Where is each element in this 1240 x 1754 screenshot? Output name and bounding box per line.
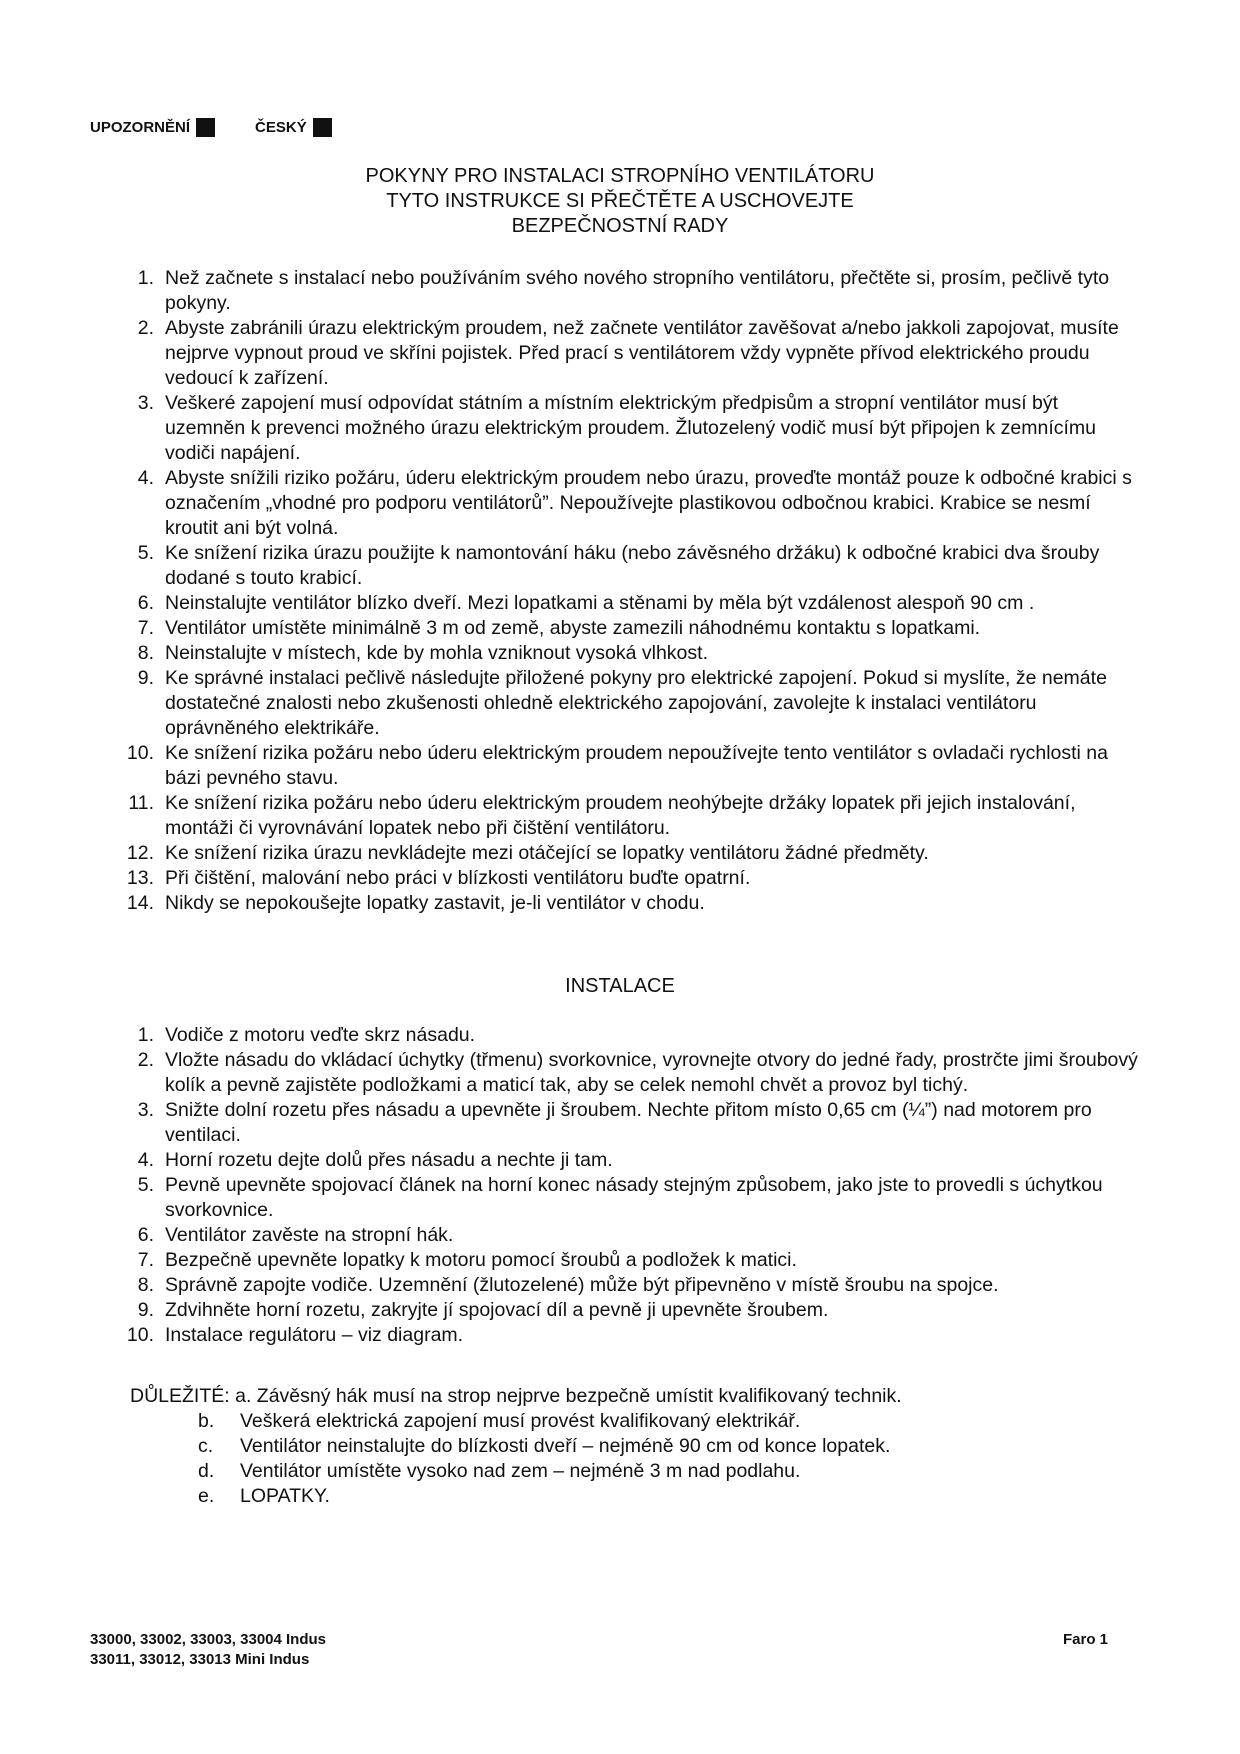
list-item: 4. Horní rozetu dejte dolů přes násadu a nechte ji tam. [137, 1149, 613, 1171]
list-item: 5. Ke snížení rizika úrazu použijte k namontování háku (nebo závěsného držáku) k odbočné krabici dva šrouby dodané s touto krabicí. [137, 542, 1100, 589]
list-item: 13. Při čištění, malování nebo práci v blízkosti ventilátoru buďte opatrní. [126, 867, 751, 889]
list-item: 3. Veškeré zapojení musí odpovídat státním a místním elektrickým předpisům a stropní ventilátor musí být uzemněn k prevenci možného úrazu elektrickým proudem. Žlutozelený vodič musí být připojen k zemnícímu vodiči napájení. [137, 392, 1096, 464]
installation-list [120, 1023, 1140, 1348]
list-item: 4. Abyste snížili riziko požáru, úderu elektrickým proudem nebo úrazu, proveďte montáž pouze k odbočné krabici s označením „vhodné pro podporu ventilátorů”. Nepoužívejte plastikovou odbočnou krabici. Krabice se nesmí kroutit ani být volná. [137, 467, 1132, 539]
important-item: e. LOPATKY. [198, 1485, 330, 1507]
list-item: 2. Abyste zabránili úrazu elektrickým proudem, než začnete ventilátor zavěšovat a/nebo jakkoli zapojovat, musíte nejprve vypnout proud ve skříni pojistek. Před prací s ventilátorem vždy vypněte přívod elektrického proudu vedoucí k zařízení. [137, 317, 1119, 389]
subtitle: TYTO INSTRUKCE SI PŘEČTĚTE A USCHOVEJTE [386, 190, 854, 212]
list-item: 9. Zdvihněte horní rozetu, zakryjte jí spojovací díl a pevně ji upevněte šroubem. [137, 1299, 829, 1321]
list-item: 2. Vložte násadu do vkládací úchytky (třmenu) svorkovnice, vyrovnejte otvory do jedné řady, prostrčte jimi šroubový kolík a pevně zajistěte podložkami a maticí tak, aby se celek nemohl chvět a provoz byl tichý. [137, 1049, 1138, 1096]
list-item: 5. Pevně upevněte spojovací článek na horní konec násady stejným způsobem, jako jste to provedli s úchytkou svorkovnice. [137, 1174, 1103, 1221]
page-number: Faro 1 [1063, 1631, 1109, 1648]
square-mark-icon [196, 118, 215, 137]
important-item: c. Ventilátor neinstalujte do blízkosti dveří – nejméně 90 cm od konce lopatek. [198, 1435, 891, 1457]
list-item: 10. Instalace regulátoru – viz diagram. [126, 1324, 464, 1346]
footer-models [90, 1630, 326, 1670]
list-item: 1. Než začnete s instalací nebo používáním svého nového stropního ventilátoru, přečtěte si, prosím, pečlivě tyto pokyny. [137, 267, 1110, 314]
warning-label: UPOZORNĚNÍ [90, 119, 191, 136]
list-item: 1. Vodiče z motoru veďte skrz násadu. [137, 1024, 476, 1046]
list-item: 7. Bezpečně upevněte lopatky k motoru pomocí šroubů a podložek k matici. [137, 1249, 797, 1271]
list-item: 12. Ke snížení rizika úrazu nevkládejte mezi otáčející se lopatky ventilátoru žádné předměty. [126, 842, 929, 864]
main-title: POKYNY PRO INSTALACI STROPNÍHO VENTILÁTORU [365, 165, 875, 187]
list-item: 14. Nikdy se nepokoušejte lopatky zastavit, je-li ventilátor v chodu. [126, 892, 705, 914]
square-mark-icon [313, 118, 332, 137]
list-item: 7. Ventilátor umístěte minimálně 3 m od země, abyste zamezili náhodnému kontaktu s lopatkami. [137, 617, 981, 639]
footer-models-line: 33000, 33002, 33003, 33004 Indus [90, 1631, 327, 1648]
footer-models-line: 33011, 33012, 33013 Mini Indus [90, 1651, 310, 1668]
list-item: 8. Správně zapojte vodiče. Uzemnění (žlutozelené) může být připevněno v místě šroubu na spojce. [137, 1274, 999, 1296]
safety-list [120, 266, 1140, 916]
list-item: 3. Snižte dolní rozetu přes násadu a upevněte ji šroubem. Nechte přitom místo 0,65 cm (¼”) nad motorem pro ventilaci. [137, 1099, 1092, 1146]
list-item: 11. Ke snížení rizika požáru nebo úderu elektrickým proudem neohýbejte držáky lopatek při jejich instalování, montáži či vyrovnávání lopatek nebo při čištění ventilátoru. [128, 792, 1076, 839]
language-label: ČESKÝ [255, 119, 307, 136]
list-item: 9. Ke správné instalaci pečlivě následujte přiložené pokyny pro elektrické zapojení. Pokud si myslíte, že nemáte dostatečné znalosti nebo zkušenosti ohledně elektrického zapojování, zavolejte k instalaci ventilátoru oprávněného elektrikáře. [137, 667, 1107, 739]
important-note: DŮLEŽITÉ: a. Závěsný hák musí na strop nejprve bezpečně umístit kvalifikovaný technik. [130, 1385, 902, 1407]
installation-heading: INSTALACE [565, 975, 675, 997]
list-item: 6. Neinstalujte ventilátor blízko dveří. Mezi lopatkami a stěnami by měla být vzdálenost alespoň 90 cm . [137, 592, 1035, 614]
document-header [90, 118, 332, 137]
important-item: b. Veškerá elektrická zapojení musí provést kvalifikovaný elektrikář. [198, 1410, 801, 1432]
list-item: 8. Neinstalujte v místech, kde by mohla vzniknout vysoká vlhkost. [137, 642, 708, 664]
list-item: 6. Ventilátor zavěste na stropní hák. [137, 1224, 454, 1246]
document-titles [0, 164, 1240, 239]
list-item: 10. Ke snížení rizika požáru nebo úderu elektrickým proudem nepoužívejte tento ventilátor s ovladači rychlosti na bázi pevného stavu. [126, 742, 1108, 789]
safety-heading: BEZPEČNOSTNÍ RADY [511, 215, 729, 237]
important-item: d. Ventilátor umístěte vysoko nad zem – nejméně 3 m nad podlahu. [198, 1460, 801, 1482]
